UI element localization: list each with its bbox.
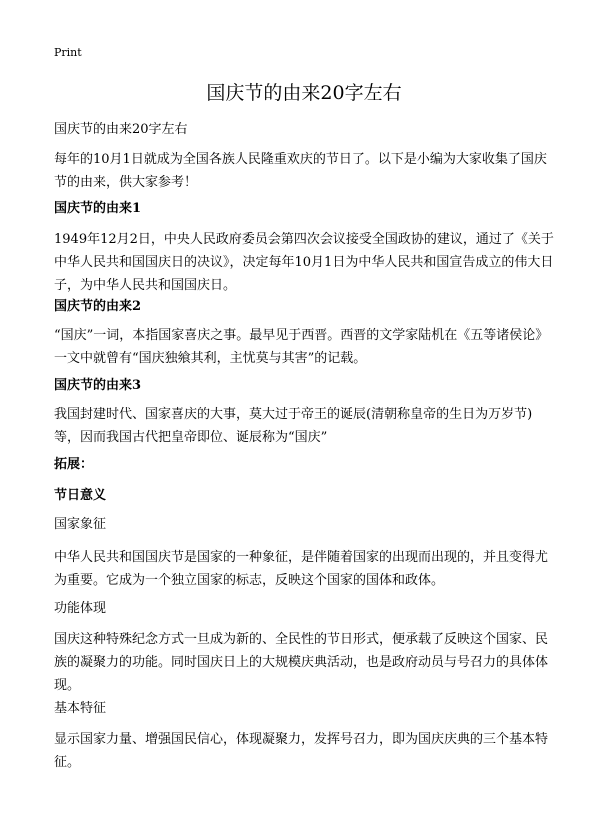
origin1-paragraph: 1949年12月2日，中央人民政府委员会第四次会议接受全国政协的建议，通过了《关于中华人民共和国国庆日的决议》，决定每年10月1日为中华人民共和国宣告成立的伟大日子，为中华人民共和国国庆日。 — [54, 232, 554, 293]
symbol-heading: 国家象征 — [54, 517, 107, 532]
features-heading: 基本特征 — [54, 701, 107, 716]
print-label: Print — [54, 46, 82, 59]
subtitle: 国庆节的由来20字左右 — [54, 122, 188, 137]
features-paragraph: 显示国家力量、增强国民信心，体现凝聚力，发挥号召力，即为国庆庆典的三个基本特征。 — [54, 732, 549, 770]
origin2-heading: 国庆节的由来2 — [54, 299, 142, 314]
page-title: 国庆节的由来20字左右 — [206, 82, 402, 104]
origin3-paragraph: 我国封建时代、国家喜庆的大事，莫大过于帝王的诞辰(清朝称皇帝的生日为万岁节)等，因而我国古代把皇帝即位、诞辰称为“国庆” — [54, 407, 533, 445]
function-paragraph: 国庆这种特殊纪念方式一旦成为新的、全民性的节日形式，便承载了反映这个国家、民族的凝聚力的功能。同时国庆日上的大规模庆典活动，也是政府动员与号召力的具体体现。 — [54, 632, 549, 693]
function-heading: 功能体现 — [54, 601, 107, 616]
symbol-paragraph: 中华人民共和国国庆节是国家的一种象征，是伴随着国家的出现而出现的，并且变得尤为重要。它成为一个独立国家的标志，反映这个国家的国体和政体。 — [54, 550, 549, 588]
significance-heading: 节日意义 — [54, 488, 107, 503]
extension-heading: 拓展： — [54, 457, 94, 472]
origin1-heading: 国庆节的由来1 — [54, 201, 142, 216]
origin3-heading: 国庆节的由来3 — [54, 378, 142, 393]
origin2-paragraph: “国庆”一词，本指国家喜庆之事。最早见于西晋。西晋的文学家陆机在《五等诸侯论》一文中就曾有“国庆独飨其利，主忧莫与其害”的记载。 — [54, 328, 549, 366]
intro-paragraph: 每年的10月1日就成为全国各族人民隆重欢庆的节日了。以下是小编为大家收集了国庆节的由来，供大家参考！ — [54, 152, 547, 190]
